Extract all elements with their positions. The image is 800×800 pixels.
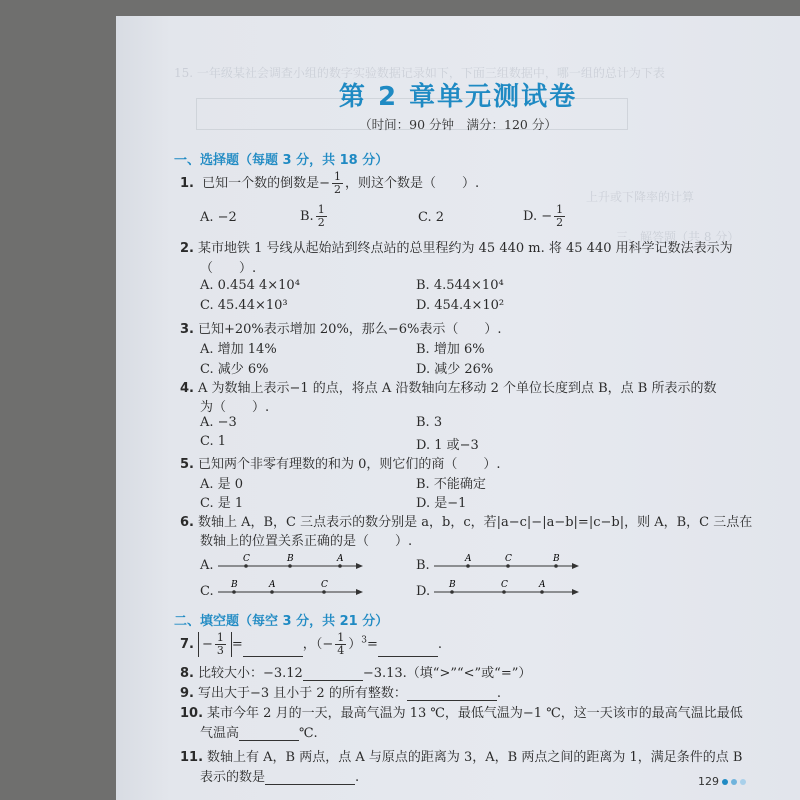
dot-icon	[731, 779, 737, 785]
question-text-continued: （ ）.	[200, 261, 257, 276]
option-c: C. 1	[200, 434, 227, 449]
dot-icon	[740, 779, 746, 785]
point-label: B	[287, 554, 294, 564]
question-text: ，则这个数是（ ）.	[345, 176, 480, 191]
option-c: C. 45.44×10³	[200, 298, 288, 313]
option-a: A. −3	[200, 415, 237, 430]
question-number: 7.	[180, 637, 194, 652]
question-text-continued: 数轴上的位置关系正确的是（ ）.	[200, 534, 413, 549]
question-text: 数轴上 A，B，C 三点表示的数分别是 a，b，c，若|a−c|−|a−b|=|c−b|，则 A，B，C 三点在	[197, 515, 753, 530]
option-b: B. 增加 6%	[416, 342, 485, 357]
point-label: C	[505, 554, 512, 564]
point-label: A	[465, 554, 472, 564]
option-b: B. 不能确定	[416, 477, 486, 492]
option-b-label: B.	[416, 558, 430, 573]
option-d: D. − $\frac{1}{2}$	[523, 203, 564, 229]
answer-blank[interactable]	[239, 728, 299, 741]
bleed-through-text: 15. 一年级某社会调查小组的数字实验数据记录如下，下面三组数据中，哪一组的总计为下表	[174, 66, 665, 80]
option-d: D. 1 或−3	[416, 438, 479, 453]
question-3	[180, 318, 501, 337]
option-d: D. 减少 26%	[416, 362, 494, 377]
exponent: 3	[361, 635, 367, 646]
option-c-number-line	[216, 578, 366, 600]
question-number: 2.	[180, 241, 194, 256]
question-text-continued: 气温高 ℃.	[200, 726, 318, 741]
question-text: 已知两个非零有理数的和为 0，则它们的商（ ）.	[197, 457, 501, 472]
question-text: 已知一个数的倒数是	[202, 176, 320, 191]
question-text-continued: 表示的数是 .	[200, 770, 360, 785]
dot-icon	[722, 779, 728, 785]
equals-sign: =	[366, 637, 378, 652]
question-text: 数轴上有 A，B 两点，点 A 与原点的距离为 3，A，B 两点之间的距离为 1，满足条件的点 B	[207, 750, 743, 765]
question-5	[180, 453, 501, 472]
question-text: 写出大于−3 且小于 2 的所有整数：	[197, 686, 407, 701]
option-b: B. $\frac{1}{2}$	[300, 203, 325, 229]
option-a: A. −2	[200, 210, 237, 225]
question-9: 9. 写出大于−3 且小于 2 的所有整数： .	[180, 686, 501, 701]
page-title: 第 2 章单元测试卷	[338, 82, 578, 112]
question-1	[180, 171, 479, 196]
question-8	[180, 662, 531, 681]
answer-blank[interactable]	[243, 644, 303, 657]
answer-blank[interactable]	[407, 688, 497, 701]
point-label: A	[337, 554, 344, 564]
point-label: A	[269, 580, 276, 590]
exam-page	[116, 16, 800, 800]
point-label: A	[539, 580, 546, 590]
question-number: 10.	[180, 706, 204, 721]
question-4	[180, 377, 717, 396]
option-a-number-line	[216, 552, 366, 574]
question-number: 1.	[180, 176, 194, 191]
fraction: $\frac{1}{2}$	[334, 170, 342, 196]
section-fill-heading: 二、填空题（每空 3 分，共 21 分）	[174, 614, 389, 629]
option-c: C. 2	[418, 210, 445, 225]
option-c-label: C.	[200, 584, 214, 599]
option-a-label: A.	[200, 558, 214, 573]
absolute-value: − $\frac{1}{3}$	[198, 632, 232, 657]
question-text: 比较大小：−3.12	[197, 666, 303, 681]
question-6	[180, 511, 752, 530]
option-b: B. 3	[416, 415, 443, 430]
option-a: A. 增加 14%	[200, 342, 277, 357]
point-label: B	[449, 580, 456, 590]
minus-sign: −	[319, 176, 331, 191]
option-d: D. 454.4×10²	[416, 298, 505, 313]
option-b-number-line	[432, 552, 582, 574]
question-number: 4.	[180, 381, 194, 396]
question-number: 6.	[180, 515, 194, 530]
question-number: 11.	[180, 750, 204, 765]
answer-blank[interactable]	[265, 772, 355, 785]
answer-blank[interactable]	[378, 644, 438, 657]
option-c: C. 减少 6%	[200, 362, 269, 377]
question-text: −3.13.（填“>”“<”或“=”）	[362, 666, 532, 681]
fraction: $\frac{1}{4}$	[337, 631, 345, 657]
section-choice-heading: 一、选择题（每题 3 分，共 18 分）	[174, 153, 389, 168]
question-number: 5.	[180, 457, 194, 472]
question-2	[180, 237, 733, 256]
question-number: 9.	[180, 686, 194, 701]
question-number: 3.	[180, 322, 194, 337]
question-text: 某市今年 2 月的一天，最高气温为 13 ℃，最低气温为−1 ℃，这一天该市的最高气温比最低	[207, 706, 743, 721]
point-label: B	[553, 554, 560, 564]
option-b: B. 4.544×10⁴	[416, 278, 504, 293]
question-text: A 为数轴上表示−1 的点，将点 A 沿数轴向左移动 2 个单位长度到点 B，点 B 所表示的数	[197, 381, 717, 396]
option-d-label: D.	[416, 584, 431, 599]
question-text-continued: 为（ ）.	[200, 400, 270, 415]
question-number: 8.	[180, 666, 194, 681]
page-number: 129	[698, 775, 746, 788]
bleed-through-text: 上升或下降率的计算	[586, 190, 695, 204]
point-label: C	[243, 554, 250, 564]
question-10	[180, 702, 743, 721]
page-subtitle: （时间：90 分钟 满分：120 分）	[359, 117, 557, 132]
question-7: 7. − $\frac{1}{3}$ = ，（− $\frac{1}{4}$ ）$^3$= .	[180, 631, 443, 657]
option-a: A. 是 0	[200, 477, 244, 492]
option-d: D. 是−1	[416, 496, 467, 511]
option-a: A. 0.454 4×10⁴	[200, 278, 300, 293]
question-text: 已知+20%表示增加 20%，那么−6%表示（ ）.	[197, 322, 502, 337]
equals-sign: =	[231, 637, 243, 652]
option-d-number-line	[432, 578, 582, 600]
point-label: B	[231, 580, 238, 590]
point-label: C	[501, 580, 508, 590]
question-11	[180, 746, 742, 765]
answer-blank[interactable]	[303, 668, 363, 681]
question-text: 某市地铁 1 号线从起始站到终点站的总里程约为 45 440 m. 将 45 440 用科学记数法表示为	[197, 241, 733, 256]
bleed-through-text: 三、解答题（共 8 分）	[616, 230, 740, 244]
point-label: C	[321, 580, 328, 590]
option-c: C. 是 1	[200, 496, 244, 511]
